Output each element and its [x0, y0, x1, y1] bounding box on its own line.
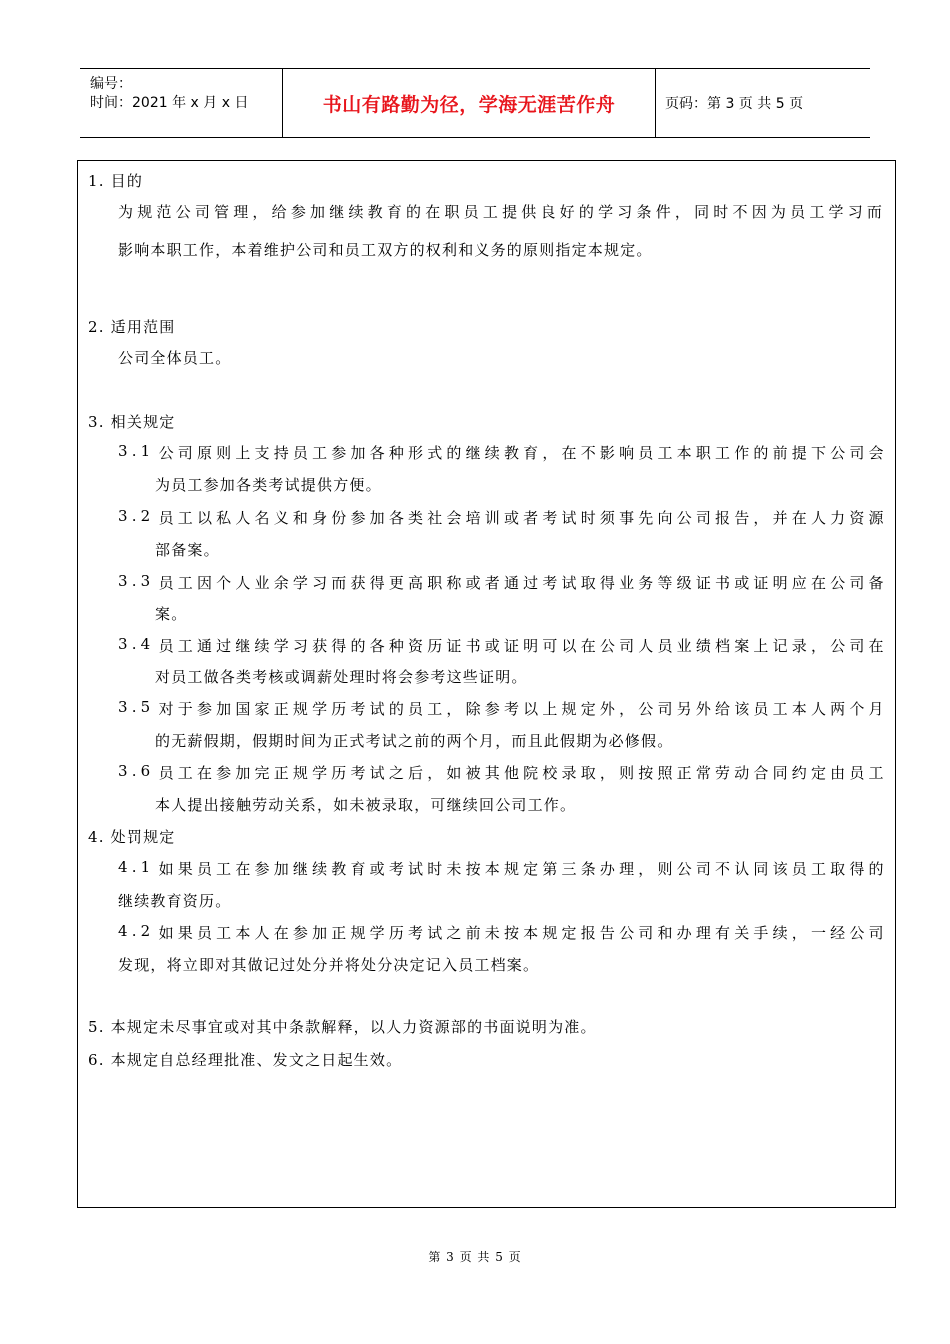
section-3-heading: 3. 相关规定 — [88, 413, 176, 431]
rule-4-1-line: 继续教育资历。 — [118, 892, 232, 910]
rule-3-3-line: 3 . 3 员 工 因 个 人 业 余 学 习 而 获 得 更 高 职 称 或 者 通 过 考 试 取 得 业 务 等 级 证 书 或 证 明 应 在 公 司 备 — [118, 572, 884, 592]
rule-3-1-line: 为员工参加各类考试提供方便。 — [155, 476, 382, 494]
date-line: 时间：2021 年 x 月 x 日 — [90, 95, 249, 111]
rule-3-2-line: 部备案。 — [155, 541, 220, 559]
number-label: 编号： — [90, 76, 132, 92]
rule-3-5-line: 3 . 5 对 于 参 加 国 家 正 规 学 历 考 试 的 员 工 ， 除 参 考 以 上 规 定 外 ， 公 司 另 外 给 该 员 工 本 人 两 个 月 — [118, 698, 884, 718]
rule-4-2-line: 发现，将立即对其做记过处分并将处分决定记入员工档案。 — [118, 956, 540, 974]
rule-3-4-line: 对员工做各类考核或调薪处理时将会参考这些证明。 — [155, 668, 528, 686]
rule-4-1-line: 4 . 1 如 果 员 工 在 参 加 继 续 教 育 或 考 试 时 未 按 本 规 定 第 三 条 办 理 ， 则 公 司 不 认 同 该 员 工 取 得 的 — [118, 858, 884, 878]
page-footer: 第 3 页 共 5 页 — [428, 1250, 522, 1264]
document-header — [80, 68, 870, 138]
section-1-paragraph-line: 影响本职工作，本着维护公司和员工双方的权利和义务的原则指定本规定。 — [118, 241, 653, 259]
section-2-paragraph: 公司全体员工。 — [118, 349, 232, 367]
rule-4-2-line: 4 . 2 如 果 员 工 本 人 在 参 加 正 规 学 历 考 试 之 前 未 按 本 规 定 报 告 公 司 和 办 理 有 关 手 续 ， 一 经 公 司 — [118, 922, 884, 942]
section-5-line: 5. 本规定未尽事宜或对其中条款解释，以人力资源部的书面说明为准。 — [88, 1018, 597, 1036]
rule-3-6-line: 3 . 6 员 工 在 参 加 完 正 规 学 历 考 试 之 后 ， 如 被 其 他 院 校 录 取 ， 则 按 照 正 常 劳 动 合 同 约 定 由 员 工 — [118, 762, 884, 782]
section-1-paragraph-line: 为 规 范 公 司 管 理 ， 给 参 加 继 续 教 育 的 在 职 员 工 提 供 良 好 的 学 习 条 件 ， 同 时 不 因 为 员 工 学 习 而 — [118, 203, 882, 221]
motto-text: 书山有路勤为径，学海无涯苦作舟 — [322, 93, 616, 116]
page-info: 页码：第 3 页 共 5 页 — [665, 96, 804, 112]
rule-3-6-line: 本人提出接触劳动关系，如未被录取，可继续回公司工作。 — [155, 796, 577, 814]
rule-3-3-line: 案。 — [155, 605, 188, 623]
section-6-line: 6. 本规定自总经理批准、发文之日起生效。 — [88, 1051, 403, 1069]
header-meta — [80, 69, 282, 137]
rule-3-1-line: 3 . 1 公 司 原 则 上 支 持 员 工 参 加 各 种 形 式 的 继 续 教 育 ， 在 不 影 响 员 工 本 职 工 作 的 前 提 下 公 司 会 — [118, 442, 884, 462]
rule-3-2-line: 3 . 2 员 工 以 私 人 名 义 和 身 份 参 加 各 类 社 会 培 训 或 者 考 试 时 须 事 先 向 公 司 报 告 ， 并 在 人 力 资 源 — [118, 507, 884, 527]
header-motto-cell — [282, 69, 656, 137]
section-2-heading: 2. 适用范围 — [88, 318, 176, 336]
rule-3-4-line: 3 . 4 员 工 通 过 继 续 学 习 获 得 的 各 种 资 历 证 书 或 证 明 可 以 在 公 司 人 员 业 绩 档 案 上 记 录 ， 公 司 在 — [118, 635, 884, 655]
rule-3-5-line: 的无薪假期，假期时间为正式考试之前的两个月，而且此假期为必修假。 — [155, 732, 674, 750]
section-1-heading: 1. 目的 — [88, 172, 144, 190]
section-4-heading: 4. 处罚规定 — [88, 828, 176, 846]
